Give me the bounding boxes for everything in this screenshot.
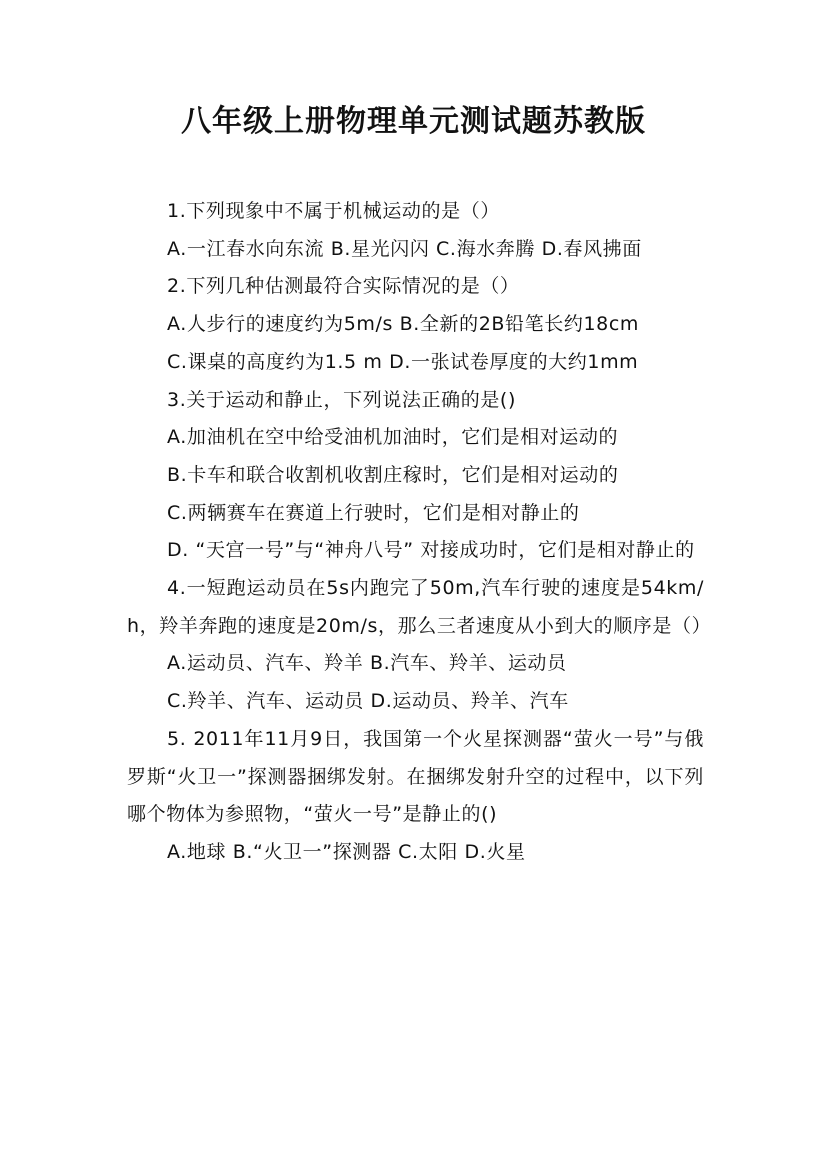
paragraph-q4: 4.一短跑运动员在5s内跑完了50m,汽车行驶的速度是54km/h，羚羊奔跑的速度是20m/s，那么三者速度从小到大的顺序是（） (127, 577, 712, 637)
paragraph-q3-option-b: B.卡车和联合收割机收割庄稼时，它们是相对运动的 (167, 463, 619, 486)
paragraph-q2-options-ab: A.人步行的速度约为5m/s B.全新的2B铅笔长约18cm (167, 313, 639, 336)
paragraph-q4-options-cd: C.羚羊、汽车、运动员 D.运动员、羚羊、汽车 (167, 690, 569, 713)
paragraph-q4-options-ab: A.运动员、汽车、羚羊 B.汽车、羚羊、运动员 (167, 652, 567, 675)
paragraph-q3: 3.关于运动和静止，下列说法正确的是() (167, 388, 516, 411)
document-body (127, 193, 712, 872)
paragraph-q5-options: A.地球 B.“火卫一”探测器 C.太阳 D.火星 (167, 840, 526, 863)
paragraph-q3-option-a: A.加油机在空中给受油机加油时，它们是相对运动的 (167, 426, 619, 449)
paragraph-q1: 1.下列现象中不属于机械运动的是（） (167, 200, 500, 222)
paragraph-q3-option-d: D. “天宫一号”与“神舟八号” 对接成功时，它们是相对静止的 (167, 539, 695, 562)
paragraph-q2-options-cd: C.课桌的高度约为1.5 m D.一张试卷厚度的大约1mm (167, 350, 639, 373)
paragraph-q2: 2.下列几种估测最符合实际情况的是（） (167, 275, 520, 298)
paragraph-q1-options: A.一江春水向东流 B.星光闪闪 C.海水奔腾 D.春风拂面 (167, 237, 642, 260)
paragraph-q3-option-c: C.两辆赛车在赛道上行驶时，它们是相对静止的 (167, 501, 580, 524)
document-title: 八年级上册物理单元测试题苏教版 (181, 104, 646, 139)
paragraph-q5: 5. 2011年11月9日，我国第一个火星探测器“萤火一号”与俄罗斯“火卫一”探测器捆绑发射。在捆绑发射升空的过程中，以下列哪个物体为参照物，“萤火一号”是静止的() (127, 727, 704, 826)
